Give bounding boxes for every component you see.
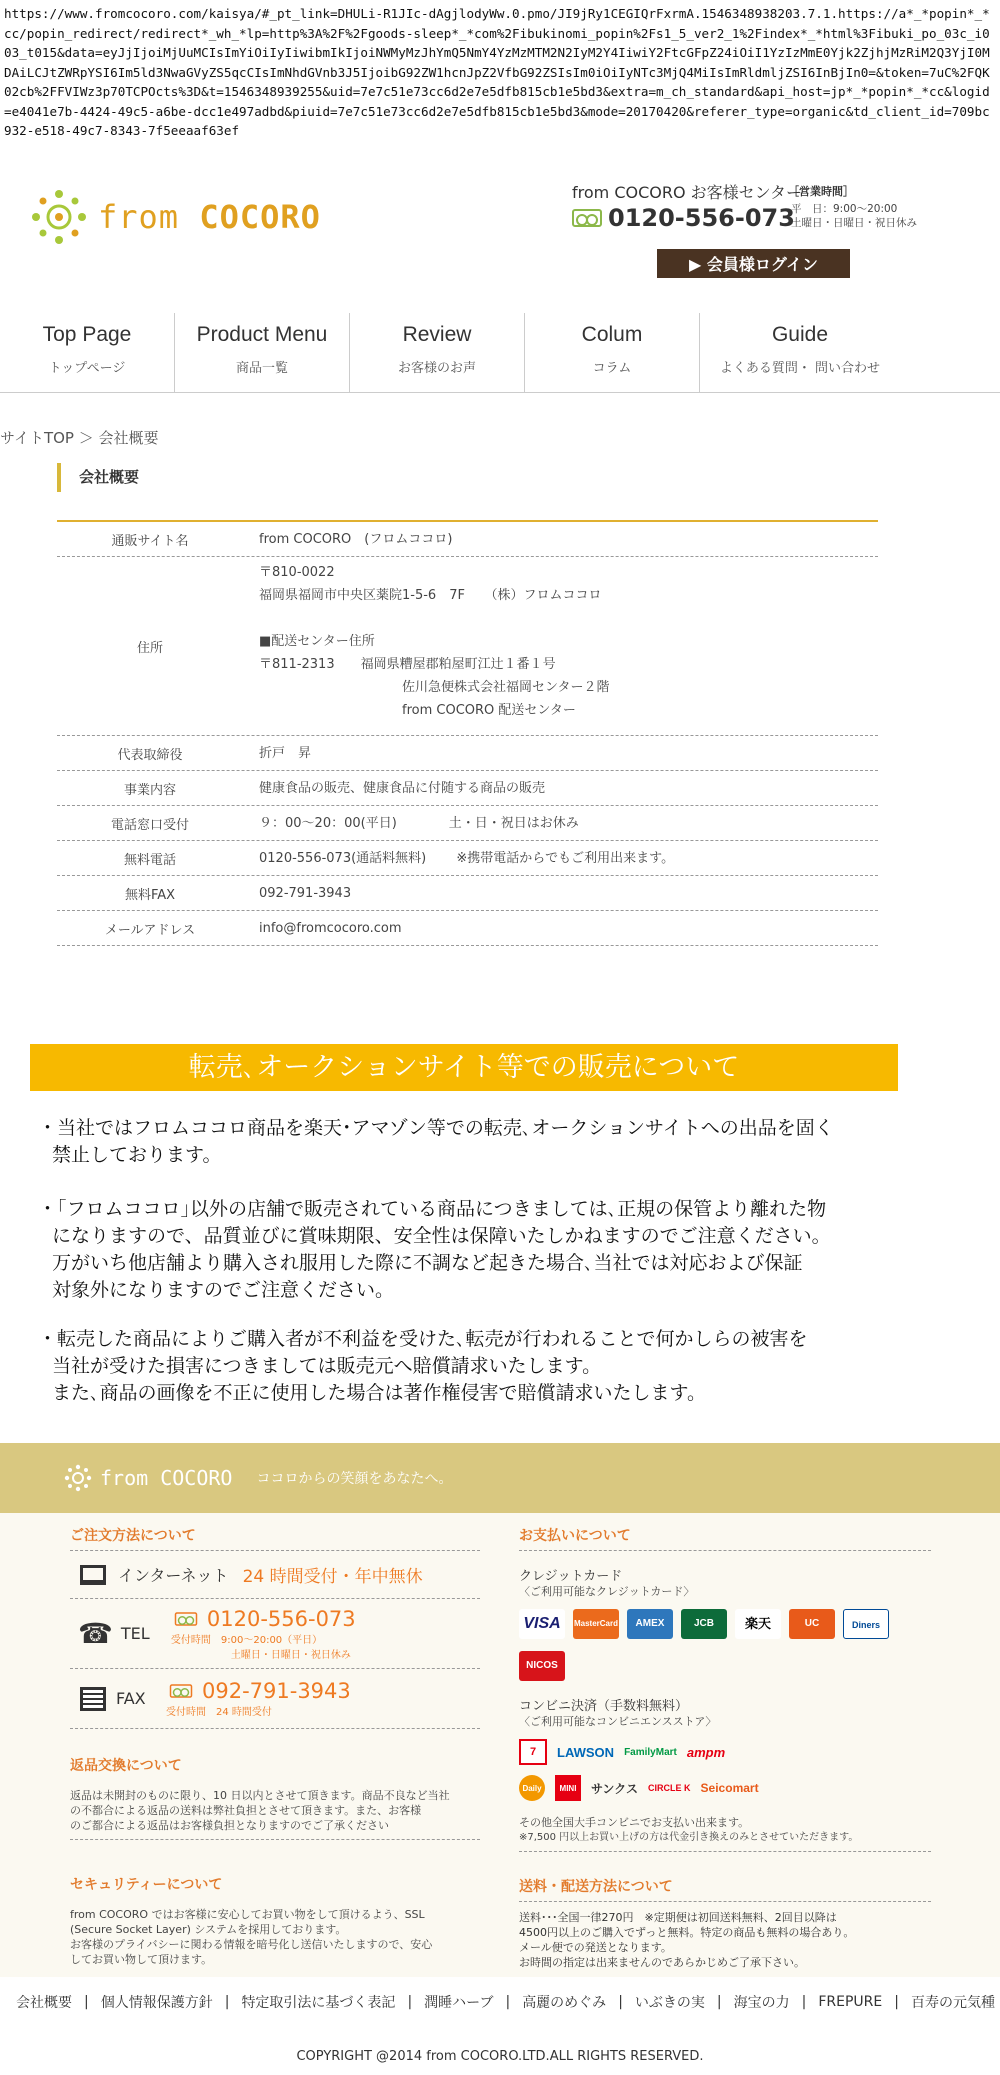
footer-link[interactable]: 潤睡ハーブ [424,1995,494,2011]
footer-link[interactable]: 海宝の力 [733,1995,790,2011]
familymart-logo: FamilyMart [624,1746,677,1758]
email-link[interactable]: info@fromcocoro.com [259,921,402,936]
phone-icon: ☎ [78,1617,113,1650]
notice-paragraph: ・当社ではフロムココロ商品を楽天･アマゾン等での転売､オークションサイトへの出品を固く 禁止しております。 [38,1117,834,1166]
freedial-icon [175,1612,198,1626]
returns-section: 返品交換について 返品は未開封のものに限り、10 日以内とさせて頂きます。商品不良など当社 の不都合による返品の送料は弊社負担とさせて頂きます。また、お客様 のご都合による返品はお客様負担となりますのでご了承ください [70,1755,480,1840]
resale-notice-banner: 転売､オークションサイト等での販売について [30,1044,898,1091]
ampm-logo: ampm [686,1744,726,1760]
lawson-logo: LAWSON [557,1744,615,1760]
table-row: 電話窓口受付 ９：00～20：00(平日) 土・日・祝日はお休み [57,806,878,841]
main-nav [0,313,1000,393]
nav-item-guide[interactable]: Guide よくある質問・ 問い合わせ [719,323,881,376]
footer-logo: from COCORO ココロからの笑顔をあなたへ。 [64,1464,452,1492]
order-methods: ご注文方法について インターネット 24 時間受付・年中無休 ☎ TEL 0120-556-073 受付時間 9:00～20:00（平日） 土曜日・日曜日・祝日休み FAX 092-791-3943 受付時間 24 時間受付 [70,1525,480,1729]
business-hours: 平 日：9:00～20:00 土曜日・日曜日・祝日休み [791,203,917,229]
breadcrumb-current: 会社概要 [98,429,159,447]
flower-logo-icon [64,1464,92,1492]
seven-eleven-logo: 7 [519,1739,547,1765]
table-row: 事業内容 健康食品の販売、健康食品に付随する商品の販売 [57,771,878,806]
mastercard-logo: MasterCard [573,1609,619,1639]
footer-link[interactable]: 高麗のめぐみ [522,1995,607,2011]
notice-paragraph: ・｢フロムココロ｣以外の店舗で販売されている商品につきましては､正規の保管より離れた物 になりますので、品質並びに賞味期限、安全性は保障いたしかねますのでご注意ください。 万がいち他店舗より購入され服用した際に不調など起きた場合､当社では対応および保証 対象外になりますのでご注意ください。 [38,1198,831,1301]
ministop-logo: MINI [555,1775,581,1801]
daily-yamazaki-logo: Daily [519,1775,545,1801]
diners-club-logo: Diners [843,1609,889,1639]
customer-center-title: from COCORO お客様センター [572,183,803,202]
breadcrumb: サイトTOP ＞ 会社概要 [0,429,159,447]
computer-icon [80,1565,106,1585]
table-row: 無料電話 0120-556-073(通話料無料) ※携帯電話からでもご利用出来ます。 [57,841,878,876]
jcb-logo: JCB [681,1609,727,1639]
footer-link[interactable]: いぶきの実 [634,1995,705,2011]
company-info-table [57,520,878,946]
nav-item-colum[interactable]: Colum コラム [525,313,700,392]
sunkus-logo: サンクス [591,1781,639,1796]
uc-card-logo: UC [789,1609,835,1639]
shipping-section: 送料・配送方法について 送料･･･全国一律270円 ※定期便は初回送料無料、2回目以降は 4500円以上のご購入でずっと無料。特定の商品も無料の場合あり。 メール便での発送となります。 お時間の指定は出来ませんのであらかじめご了承下さい。 [519,1876,931,1970]
nav-item-product-menu[interactable]: Product Menu 商品一覧 [175,313,350,392]
page-title: 会社概要 [57,463,139,492]
logo-text: from COCORO [98,198,321,236]
footer-tel-number[interactable]: 0120-556-073 [206,1606,356,1631]
footer-link[interactable]: 百寿の元気種 [910,1995,995,2011]
table-row: 住所 〒810-0022 福岡県福岡市中央区薬院1-5-6 7F （株）フロムココロ ■配送センター住所 〒811-2313 福岡県糟屋郡粕屋町江辻１番１号 佐川急便株式会社福岡センター２階 from COCORO 配送センター [57,557,878,736]
footer-link[interactable]: FREPURE [818,1994,883,2010]
amex-logo: AMEX [627,1609,673,1639]
member-login-button[interactable]: ▶ 会員様ログイン [657,249,850,278]
table-row: 無料FAX 092-791-3943 [57,876,878,911]
nicos-logo: NICOS [519,1651,565,1681]
seicomart-logo: Seicomart [700,1781,759,1795]
copyright: COPYRIGHT @2014 from COCORO.LTD.ALL RIGHTS RESERVED. [296,2049,704,2064]
payment-section: お支払いについて クレジットカード 〈ご利用可能なクレジットカード〉 VISA MasterCard AMEX JCB 楽天 UC Diners NICOS コンビニ決済（手数料無料） 〈ご利用可能なコンビニエンスストア〉 7 LAWSON FamilyMart ampm Daily MINI サンクス CIRCLE K Seicomart その他全国大手コンビニでお支払い出来ます。 ※7,500 円以上お買い上げの方は代金引き換えのみとさせていただきます。 [519,1525,931,1852]
nav-item-top-page[interactable]: Top Page トップページ [0,313,175,392]
convenience-store-logos [519,1739,931,1765]
rakuten-card-logo: 楽天 [735,1609,781,1639]
visa-logo: VISA [519,1609,565,1639]
footer-links: 会社概要 | 個人情報保護方針 | 特定取引法に基づく表記 | 潤睡ハーブ | 高麗のめぐみ | いぶきの実 | 海宝の力 | FREPURE | 百寿の元気種 [16,1994,995,2011]
security-section: セキュリティーについて from COCORO ではお客様に安心してお買い物をして頂けるよう、SSL (Secure Socket Layer) システムを採用しております。 お客様のプライバシーに関わる情報を暗号化し送信いたしますので、安心 してお買い物して頂けます。 [70,1877,433,1966]
customer-center-tel[interactable] [572,204,795,232]
circle-k-logo: CIRCLE K [648,1783,691,1793]
table-row: メールアドレス info@fromcocoro.com [57,911,878,946]
table-row: 代表取締役 折戸 昇 [57,736,878,771]
page-url-text: https://www.fromcocoro.com/kaisya/#_pt_link=DHULi-R1JIc-dAgjlodyWw.0.pmo/JI9jRy1CEGIQrFxrmA.1546348938203.7.1.https://a*_*popin*_*cc/popin_redirect/redirect*_wh_*lp=http%3A%2F%2Fgoods-sleep*_*com%2Fibukinomi_popin%2Fs1_5_ver2_1%2Findex*_*html%3Fibuki_po_03c_i003_t015&data=eyJjIjoiMjUuMCIsImYiOiIyIiwibmIkIjoiNWMyMzJhYmQ5NmY4YzMzMTM2N2IyM2Y4IiwiY2FtcGFpZ24iOiI1YzIzMmE0Yjk2ZjhjMzRiM2Q3YjI0MDAiLCJtZWRpYSI6Im5ld3NwaGVyZS5qcCIsImNhdGVnb3J5IjoibG92ZW1hcnJpZ2VfbG92ZSIsIm0iOiIyNTc3MjQ4MiIsImRldmljZSI6InBjIn0=&token=7uC%2FQK02cb%2FFVIWz3p70TCPOcts%3D&t=1546348939255&uid=7e7c51e73cc6d2e7e5dfb815cb1e5bd3&extra=m_ch_standard&api_host=jp*_*popin*_*cc&logid=e4041e7b-4424-49c5-a6be-dcc1e497adbd&piuid=7e7c51e73cc6d2e7e5dfb815cb1e5bd3&mode=20170420&referer_type=organic&td_client_id=709bc932-e518-49c7-8343-7f5eeaaf63ef [4,6,990,138]
notice-paragraph: ・転売した商品によりご購入者が不利益を受けた､転売が行われることで何かしらの被害を 当社が受けた損害につきましては販売元へ賠償請求いたします。 また､商品の画像を不正に使用した場合は著作権侵害で賠償請求いたします。 [38,1328,808,1404]
footer-link[interactable]: 個人情報保護方針 [100,1995,213,2011]
credit-card-logos [519,1609,931,1681]
site-logo[interactable] [30,188,321,246]
footer-link[interactable]: 会社概要 [16,1995,72,2011]
order-heading: ご注文方法について [70,1525,480,1551]
table-row: 通販サイト名 from COCORO (フロムココロ) [57,522,878,557]
flower-logo-icon [30,188,88,246]
breadcrumb-home-link[interactable]: サイトTOP [0,429,74,447]
business-hours-label: ［営業時間］ [788,185,854,198]
nav-item-review[interactable]: Review お客様のお声 [350,313,525,392]
freedial-icon [572,209,602,227]
fax-icon [80,1687,106,1711]
fax-freedial-icon [170,1684,193,1698]
footer-link[interactable]: 特定取引法に基づく表記 [241,1995,396,2011]
tel-number: 0120-556-073 [608,204,795,232]
